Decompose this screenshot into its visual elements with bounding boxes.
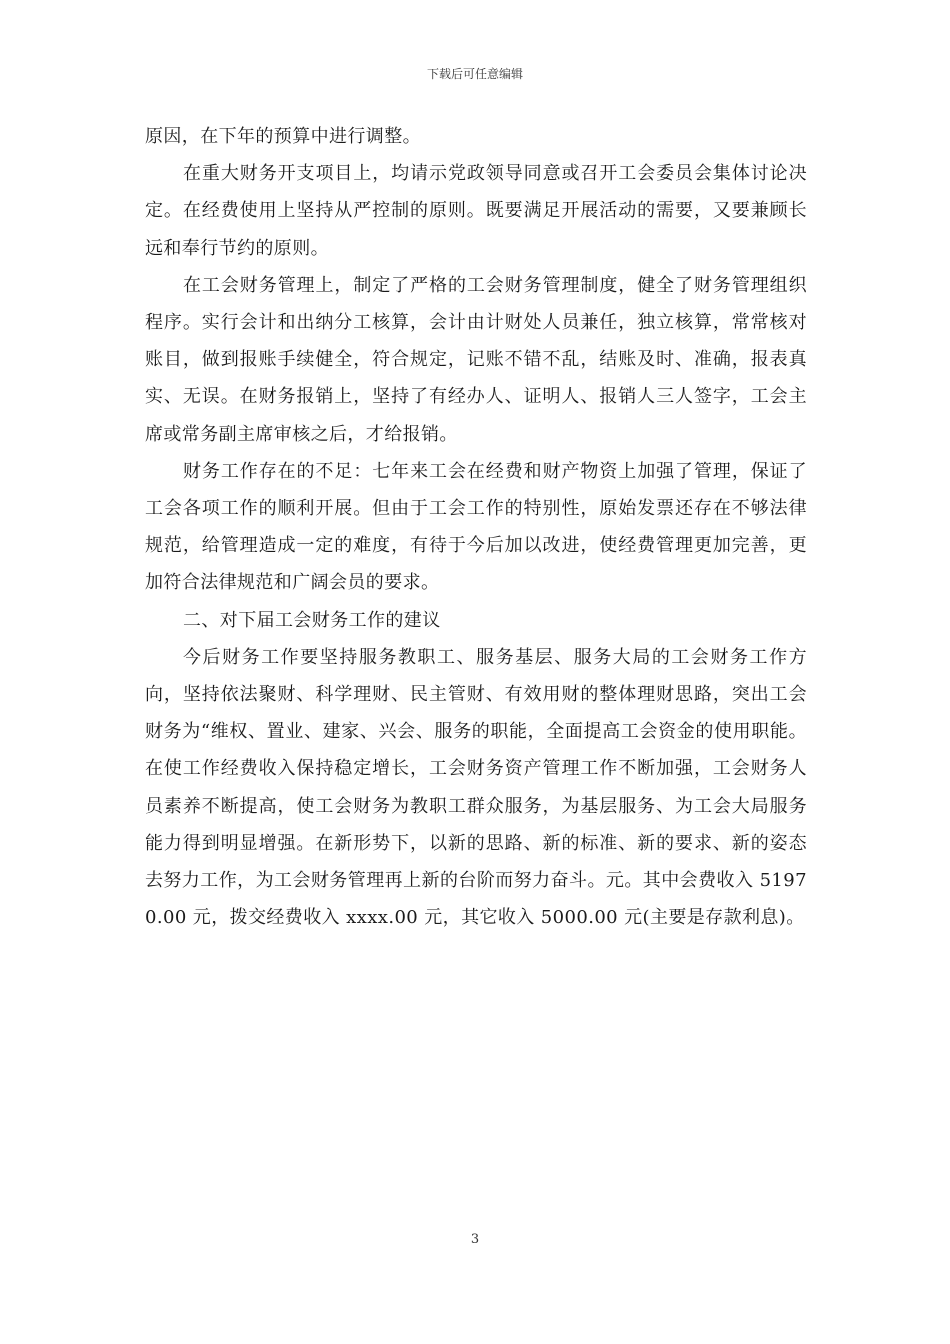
paragraph-1: 原因，在下年的预算中进行调整。 [145, 126, 421, 147]
paragraph-2: 在重大财务开支项目上，均请示党政领导同意或召开工会委员会集体讨论决定。在经费使用上坚持从严控制的原则。既要满足开展活动的需要，又要兼顾长远和奉行节约的原则。 [145, 163, 807, 259]
document-body [145, 118, 807, 936]
page-header: 下载后可任意编辑 [426, 67, 523, 81]
section-heading: 二、对下届工会财务工作的建议 [183, 609, 441, 631]
paragraph-3: 在工会财务管理上，制定了严格的工会财务管理制度，健全了财务管理组织程序。实行会计和出纳分工核算，会计由计财处人员兼任，独立核算，常常核对账目，做到报账手续健全，符合规定，记账不错不乱，结账及时、准确，报表真实、无误。在财务报销上，坚持了有经办人、证明人、报销人三人签字，工会主席或常务副主席审核之后，才给报销。 [145, 274, 807, 445]
page-number: 3 [470, 1232, 480, 1247]
paragraph-5: 今后财务工作要坚持服务教职工、服务基层、服务大局的工会财务工作方向，坚持依法聚财、科学理财、民主管财、有效用财的整体理财思路，突出工会财务为“维权、置业、建家、兴会、服务的职能，全面提高工会资金的使用职能。在使工作经费收入保持稳定增长，工会财务资产管理工作不断加强，工会财务人员素养不断提高，使工会财务为教职工群众服务，为基层服务、为工会大局服务能力得到明显增强。在新形势下，以新的思路、新的标准、新的要求、新的姿态去努力工作，为工会财务管理再上新的台阶而努力奋斗。元。其中会费收入 51970.00 元，拨交经费收入 xxxx.00 元，其它收入 5000.00 元(主要是存款利息)。 [145, 646, 807, 929]
paragraph-4: 财务工作存在的不足：七年来工会在经费和财产物资上加强了管理，保证了工会各项工作的顺利开展。但由于工会工作的特别性，原始发票还存在不够法律规范，给管理造成一定的难度，有待于今后加以改进，使经费管理更加完善，更加符合法律规范和广阔会员的要求。 [145, 460, 807, 594]
